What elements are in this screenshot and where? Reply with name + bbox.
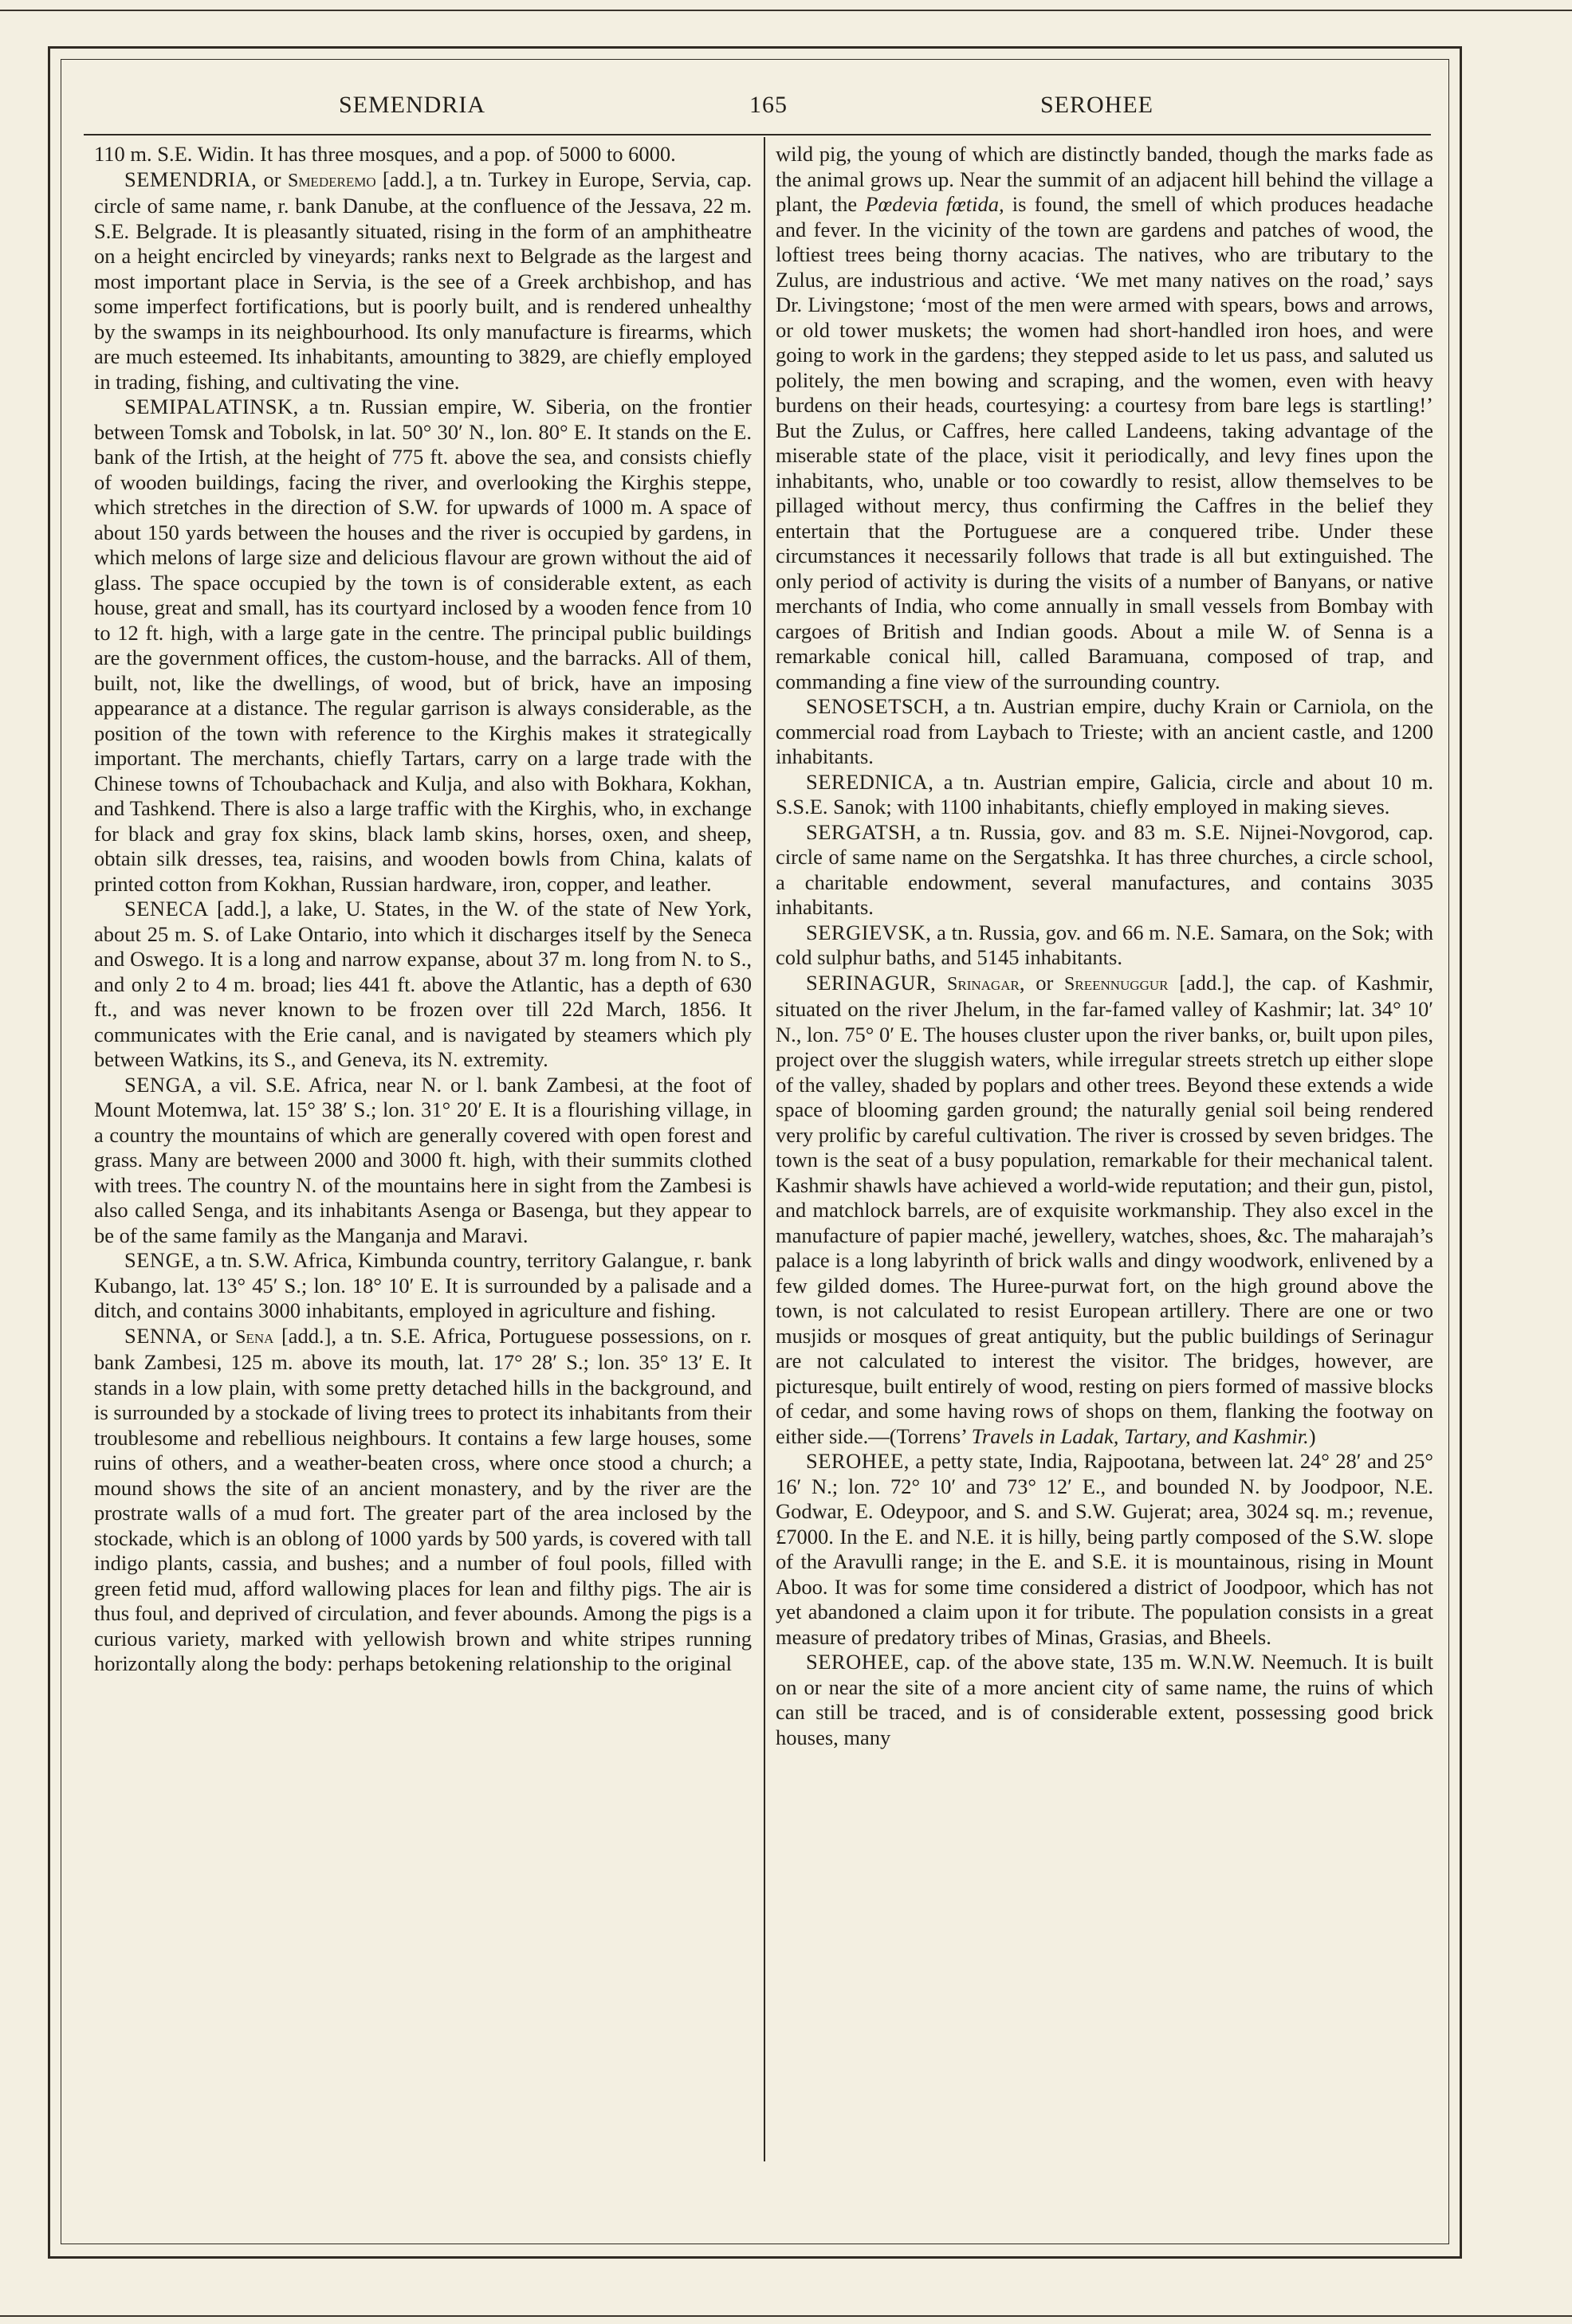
page-number: 165 [749, 92, 788, 118]
entry-serohee-state: SEROHEE, a petty state, India, Rajpootana, between lat. 24° 28′ and 25° 16′ N.; lon. 72° 10′ and 73° 12′ E., and bounded N. by Joodpoor, N.E. Godwar, E. Odeypoor, and S. and S.W. Gujerat; area, 3024 sq. m.; revenue, £7000. In the E. and N.E. it is hilly, being partly composed of the S.W. slope of the Aravulli range; in the E. and S.E. it is mountainous, rising in Mount Aboo. It was for some time considered a district of Joodpoor, which has not yet abandoned a claim upon it for tribute. The population consists in a great measure of predatory tribes of Minas, Grasias, and Bheels. [776, 1449, 1433, 1649]
headword: SERGATSH, [806, 819, 922, 844]
headword: SERINAGUR, [806, 970, 937, 995]
header-right-title: SEROHEE [1040, 92, 1153, 118]
alt-name: Sena [235, 1326, 274, 1348]
headword: SERGIEVSK, [806, 920, 932, 944]
entry-semipalatinsk: SEMIPALATINSK, a tn. Russian empire, W. Siberia, on the frontier between Tomsk and Tobolsk, in lat. 50° 30′ N., lon. 80° E. It stands on the E. bank of the Irtish, at the height of 775 ft. above the sea, and consists chiefly of wooden buildings, facing the river, and overlooking the Kirghis steppe, which stretches in the direction of S.W. for upwards of 1000 m. A space of about 150 yards between the houses and the river is occupied by gardens, in which melons of large size and delicious flavour are grown without the aid of glass. The space occupied by the town is of considerable extent, as each house, great and small, has its courtyard inclosed by a wooden fence from 10 to 12 ft. high, with a large gate in the centre. The principal public buildings are the government offices, the custom-house, and the barracks. All of them, built, not, like the dwellings, of wood, but of brick, have an imposing appearance at a distance. The regular garrison is always considerable, as the position of the town with reference to the Kirghis makes it strategically important. The merchants, chiefly Tartars, carry on a large trade with the Chinese towns of Tchoubachack and Kulja, and also with Bokhara, Kokhan, and Tashkend. There is also a large traffic with the Kirghis, who, in exchange for black and gray fox skins, black lamb skins, horses, oxen, and sheep, obtain silk dresses, tea, raisins, and wooden bowls from China, kalats of printed cotton from Kokhan, Russian hardware, iron, copper, and leather. [94, 395, 752, 896]
headword: SENGE, [124, 1248, 201, 1272]
entry-continuation: 110 m. S.E. Widin. It has three mosques, and a pop. of 5000 to 6000. [94, 142, 676, 166]
header-rule [84, 134, 1431, 135]
headword: SEREDNICA, [806, 769, 934, 794]
entry-serinagur: SERINAGUR, Srinagar, or Sreennuggur [add.], the cap. of Kashmir, situated on the river Jhelum, in the far-famed valley of Kashmir; lat. 34° 10′ N., lon. 75° 0′ E. The houses cluster upon the river banks, or, built upon piles, project over the sluggish waters, while irregular streets stretch up either slope of the valley, shaded by poplars and other trees. Beyond these extends a wide space of blooming garden ground; the naturally genial soil being rendered very prolific by careful cultivation. The river is crossed by seven bridges. The town is the seat of a busy population, remarkable for their mechanical talent. Kashmir shawls have achieved a world-wide reputation; and their gun, pistol, and matchlock barrels, are of exquisite workmanship. They also excel in the manufacture of papier maché, jewellery, watches, shoes, &c. The maharajah’s palace is a long labyrinth of brick walls and dingy woodwork, enlivened by a few gilded domes. The Huree-purwat fort, on the high ground above the town, is not calculated to resist European artillery. There are one or two musjids or mosques of great antiquity, but the public buildings of Serinagur are not calculated to interest the visitor. The bridges, however, are picturesque, built entirely of wood, resting on piers formed of massive blocks of cedar, and some having rows of shops on them, flanking the footway on either side.—(Torrens’ Travels in Ladak, Tartary, and Kashmir.) [776, 970, 1433, 1448]
entry-seneca: SENECA [add.], a lake, U. States, in the W. of the state of New York, about 25 m. S. of Lake Ontario, into which it discharges itself by the Seneca and Oswego. It is a long and narrow expanse, about 37 m. long from N. to S., and only 2 to 4 m. broad; lies 441 ft. above the Atlantic, has a depth of 630 ft., and was never known to be frozen over till 22d March, 1856. It communicates with the Erie canal, and is navigated by steamers which ply between Watkins, its S., and Geneva, its N. extremity. [94, 897, 752, 1071]
right-column [776, 142, 1433, 2158]
entry-sergievsk: SERGIEVSK, a tn. Russia, gov. and 66 m. N.E. Samara, on the Sok; with cold sulphur baths, and 5145 inhabitants. [776, 920, 1433, 969]
headword: SEROHEE, [806, 1449, 910, 1473]
entry-continuation: wild pig, the young of which are distinctly banded, though the marks fade as the animal grows up. Near the summit of an adjacent hill behind the village a plant, the Pœdevia fœtida, is found, the smell of which produces headache and fever. In the vicinity of the town are gardens and patches of wood, the loftiest trees being thorny acacias. The natives, who are tributary to the Zulus, are industrious and active. ‘We met many natives on the road,’ says Dr. Livingstone; ‘most of the men were armed with spears, bows and arrows, or old tower muskets; the women had short-handled iron hoes, and were going to work in the gardens; they stepped aside to let us pass, and saluted us politely, the men bowing and scraping, and the women, even with heavy burdens on their heads, courtesying: a courtesy from bare legs is startling!’ But the Zulus, or Caffres, here called Landeens, taking advantage of the miserable state of the place, visit it periodically, and levy fines upon the inhabitants, who, unable or too cowardly to resist, allow themselves to be pillaged without mercy, thus confirming the Caffres in the belief they entertain that the Portuguese are a conquered tribe. Under these circumstances it necessarily follows that trade is all but extinguished. The only period of activity is during the visits of a number of Banyans, or native merchants of India, who come annually in small vessels from Bombay with cargoes of British and Indian goods. About a mile W. of Senna is a remarkable conical hill, called Baramuana, composed of trap, and commanding a fine view of the surrounding country. [776, 142, 1433, 693]
headword: SENOSETSCH, [806, 694, 949, 718]
headword: SENGA, [124, 1072, 202, 1097]
column-divider [764, 137, 765, 2161]
header-left-title: SEMENDRIA [339, 92, 486, 118]
alt-name: Srinagar [947, 973, 1020, 995]
alt-name: Sreennuggur [1064, 973, 1169, 995]
italic-plant-name: Pœdevia fœtida, [865, 192, 1004, 216]
entry-sergatsh: SERGATSH, a tn. Russia, gov. and 83 m. S.E. Nijnei-Novgorod, cap. circle of same name on the Sergatshka. It has three churches, a circle school, a charitable endowment, several manufactures, and contains 3035 inhabitants. [776, 819, 1433, 919]
entry-semendria: SEMENDRIA, or Smederemo [add.], a tn. Turkey in Europe, Servia, cap. circle of same name, r. bank Danube, at the confluence of the Jessava, 22 m. S.E. Belgrade. It is pleasantly situated, rising in the form of an amphitheatre on a height encircled by vineyards; ranks next to Belgrade as the largest and most important place in Servia, is the see of a Greek archbishop, and has some imperfect fortifications, but is poorly built, and is rendered unhealthy by the swamps in its neighbourhood. Its only manufacture is firearms, which are much esteemed. Its inhabitants, amounting to 3829, are chiefly employed in trading, fishing, and cultivating the vine. [94, 167, 752, 394]
entry-senna: SENNA, or Sena [add.], a tn. S.E. Africa, Portuguese possessions, on r. bank Zambesi, 125 m. above its mouth, lat. 17° 28′ S.; lon. 35° 13′ E. It stands in a low plain, with some pretty detached hills in the background, and is surrounded by a stockade of living trees to protect its inhabitants from their troublesome and rebellious neighbours. It contains a few large houses, some ruins of others, and a weather-beaten cross, where once stood a church; a mound shows the site of an ancient monastery, and by the river are the prostrate walls of a mud fort. The greater part of the area inclosed by the stockade, which is an oblong of 1000 yards by 500 yards, is covered with tall indigo plants, cassia, and bushes; and a number of foul pools, filled with green fetid mud, afford wallowing places for lean and filthy pigs. The air is thus foul, and deprived of circulation, and fever abounds. Among the pigs is a curious variety, marked with yellowish brown and white stripes running horizontally along the body: perhaps betokening relationship to the original [94, 1323, 752, 1675]
entry-serednica: SEREDNICA, a tn. Austrian empire, Galicia, circle and about 10 m. S.S.E. Sanok; with 1100 inhabitants, chiefly employed in making sieves. [776, 769, 1433, 819]
italic-citation: Travels in Ladak, Tartary, and Kashmir. [971, 1423, 1309, 1448]
headword: SEMENDRIA, [124, 167, 257, 191]
headword: SEMIPALATINSK, [124, 395, 299, 418]
entry-senge: SENGE, a tn. S.W. Africa, Kimbunda country, territory Galangue, r. bank Kubango, lat. 13° 45′ S.; lon. 18° 10′ E. It is surrounded by a palisade and a ditch, and contains 3000 inhabitants, employed in agriculture and fishing. [94, 1248, 752, 1322]
entry-serohee-capital: SEROHEE, cap. of the above state, 135 m. W.N.W. Neemuch. It is built on or near the site of a more ancient city of same name, the ruins of which can still be traced, and is of considerable extent, possessing good brick houses, many [776, 1650, 1433, 1749]
entry-senosetsch: SENOSETSCH, a tn. Austrian empire, duchy Krain or Carniola, on the commercial road from Laybach to Trieste; with an ancient castle, and 1200 inhabitants. [776, 694, 1433, 768]
top-page-rule [0, 10, 1572, 11]
running-header [96, 92, 1435, 127]
headword: SEROHEE, [806, 1650, 910, 1674]
entry-senga: SENGA, a vil. S.E. Africa, near N. or l. bank Zambesi, at the foot of Mount Motemwa, lat. 15° 38′ S.; lon. 31° 20′ E. It is a flourishing village, in a country the mountains of which are generally covered with open forest and grass. Many are between 2000 and 3000 ft. high, with their summits clothed with trees. The country N. of the mountains here in sight from the Zambesi is also called Senga, and its inhabitants Asenga or Basenga, but they appear to be of the same family as the Manganja and Maravi. [94, 1072, 752, 1247]
bottom-page-rule [0, 2315, 1572, 2317]
left-column [94, 142, 752, 2158]
alt-name: Smederemo [287, 170, 376, 191]
headword: SENECA [124, 897, 210, 921]
headword: SENNA, [124, 1323, 202, 1348]
